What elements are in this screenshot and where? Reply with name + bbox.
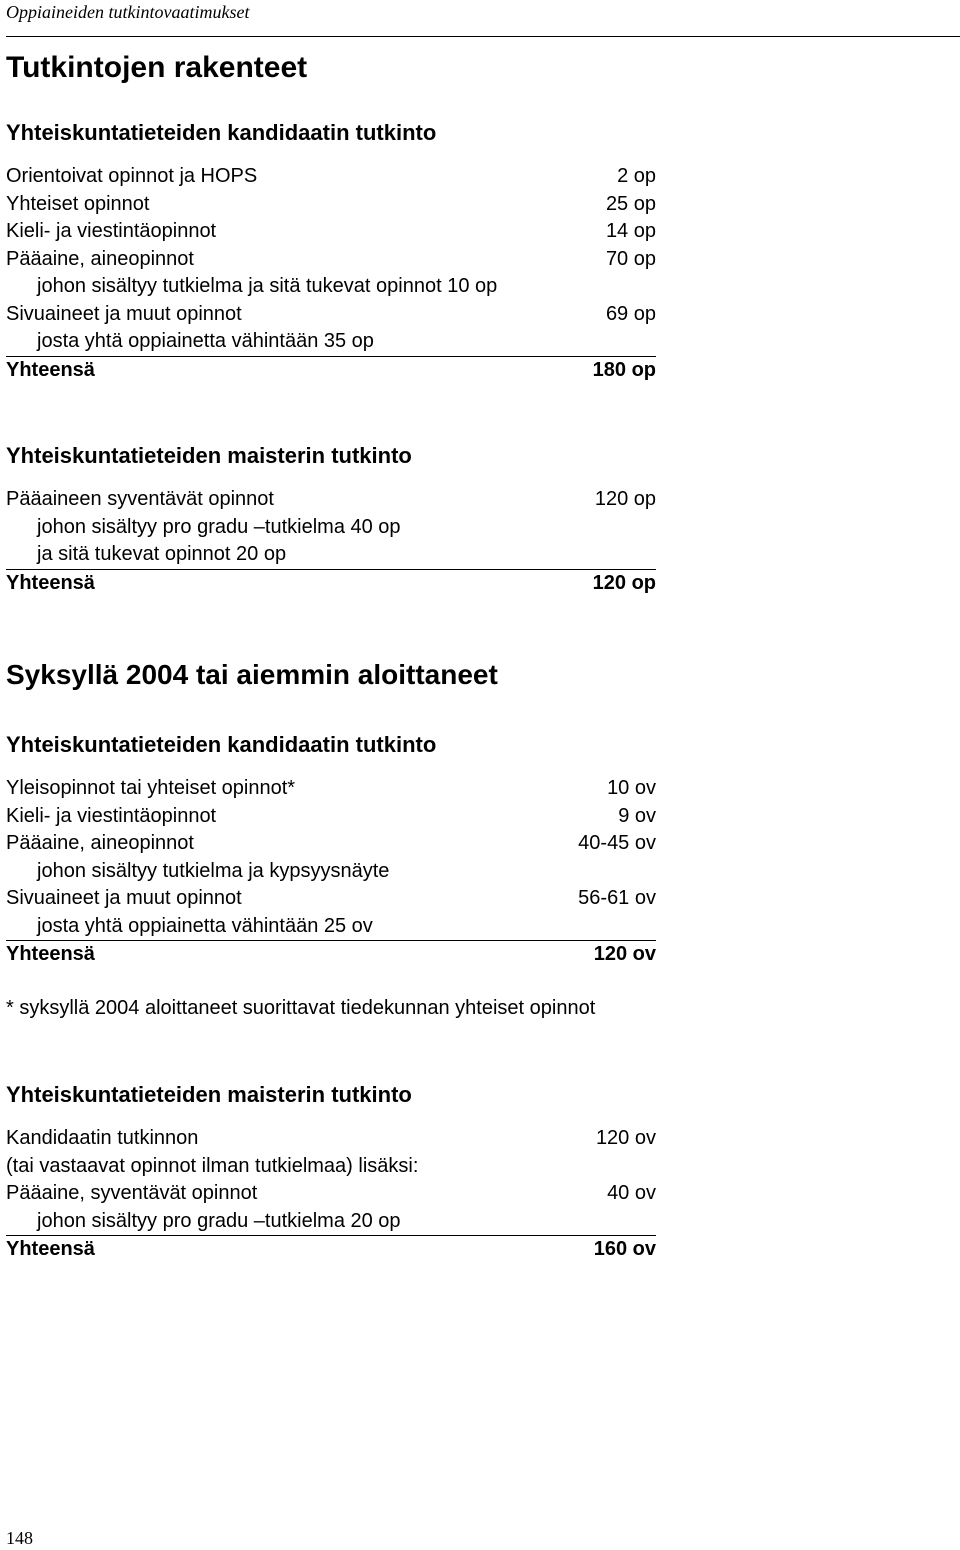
- row-label: johon sisältyy pro gradu –tutkielma 20 op: [37, 1209, 401, 1232]
- table-row: [6, 218, 656, 246]
- row-value: 25 op: [605, 192, 656, 215]
- row-label: Yleisopinnot tai yhteiset opinnot*: [6, 777, 296, 799]
- row-label: Pääaine, aineopinnot: [6, 247, 194, 270]
- row-label: Kieli- ja viestintäopinnot: [6, 804, 217, 827]
- row-label: johon sisältyy tutkielma ja sitä tukevat opinnot 10 op: [37, 275, 498, 297]
- header-rule: [6, 36, 960, 37]
- row-label: josta yhtä oppiainetta vähintään 35 op: [37, 330, 374, 352]
- section-title: Syksyllä 2004 tai aiemmin aloittaneet: [6, 659, 498, 690]
- total-label: Yhteensä: [6, 1238, 95, 1260]
- total-row: [6, 569, 656, 598]
- table-row: [6, 1180, 656, 1208]
- table-row: [6, 858, 656, 886]
- row-label: Pääaine, aineopinnot: [6, 832, 194, 854]
- credit-table: [6, 163, 656, 384]
- row-value: 14 op: [605, 220, 656, 242]
- table-row: [6, 328, 656, 356]
- total-value: 160 ov: [593, 1238, 656, 1260]
- table-row: [6, 514, 656, 542]
- total-label: Yhteensä: [6, 943, 95, 965]
- table-row: [6, 885, 656, 913]
- row-value: 40 ov: [607, 1182, 656, 1204]
- total-value: 180 op: [592, 358, 656, 381]
- credit-table: [6, 775, 656, 969]
- table-row: [6, 163, 656, 191]
- row-label: josta yhtä oppiainetta vähintään 25 ov: [37, 914, 373, 937]
- row-value: 10 ov: [607, 777, 656, 799]
- row-label: Pääaineen syventävät opinnot: [6, 488, 274, 510]
- total-row: [6, 356, 656, 385]
- row-value: 120 ov: [595, 1127, 656, 1149]
- table-row: [6, 301, 656, 329]
- section-title: Tutkintojen rakenteet: [6, 51, 308, 84]
- table-row: [6, 486, 656, 514]
- total-row: [6, 1235, 656, 1264]
- table-row: [6, 273, 656, 301]
- footnote: * syksyllä 2004 aloittaneet suorittavat tiedekunnan yhteiset opinnot: [6, 997, 596, 1019]
- row-value: 69 op: [605, 302, 656, 325]
- row-value: 70 op: [605, 247, 656, 270]
- row-value: 56-61 ov: [578, 887, 656, 909]
- table-row: [6, 913, 656, 941]
- row-label: (tai vastaavat opinnot ilman tutkielmaa) lisäksi:: [6, 1154, 419, 1177]
- table-row: [6, 1208, 656, 1236]
- table-row: [6, 246, 656, 274]
- row-label: Sivuaineet ja muut opinnot: [6, 887, 242, 909]
- row-label: Sivuaineet ja muut opinnot: [6, 302, 242, 325]
- degree-heading: Yhteiskuntatieteiden maisterin tutkinto: [6, 443, 412, 468]
- total-row: [6, 940, 656, 969]
- degree-heading: Yhteiskuntatieteiden maisterin tutkinto: [6, 1082, 412, 1107]
- table-row: [6, 1153, 656, 1181]
- row-label: Kieli- ja viestintäopinnot: [6, 220, 217, 242]
- table-row: [6, 191, 656, 219]
- row-label: Kandidaatin tutkinnon: [6, 1127, 199, 1149]
- table-row: [6, 775, 656, 803]
- row-label: Orientoivat opinnot ja HOPS: [6, 165, 258, 187]
- degree-heading: Yhteiskuntatieteiden kandidaatin tutkinto: [6, 732, 437, 757]
- row-value: 120 op: [594, 488, 656, 510]
- row-label: Pääaine, syventävät opinnot: [6, 1182, 258, 1204]
- page-number: 148: [6, 1528, 33, 1548]
- row-label: ja sitä tukevat opinnot 20 op: [37, 543, 287, 565]
- total-label: Yhteensä: [6, 571, 95, 594]
- total-value: 120 ov: [593, 943, 656, 965]
- table-row: [6, 541, 656, 569]
- running-header: Oppiaineiden tutkintovaatimukset: [6, 2, 250, 22]
- degree-heading: Yhteiskuntatieteiden kandidaatin tutkinto: [6, 120, 437, 145]
- row-label: johon sisältyy tutkielma ja kypsyysnäyte: [37, 859, 390, 882]
- row-value: 40-45 ov: [578, 832, 656, 854]
- table-row: [6, 830, 656, 858]
- row-label: johon sisältyy pro gradu –tutkielma 40 op: [37, 515, 401, 538]
- credit-table: [6, 1125, 656, 1264]
- credit-table: [6, 486, 656, 597]
- row-value: 9 ov: [618, 804, 656, 827]
- row-value: 2 op: [617, 165, 656, 187]
- table-row: [6, 803, 656, 831]
- total-value: 120 op: [592, 571, 656, 594]
- total-label: Yhteensä: [6, 358, 95, 381]
- table-row: [6, 1125, 656, 1153]
- row-label: Yhteiset opinnot: [6, 192, 150, 215]
